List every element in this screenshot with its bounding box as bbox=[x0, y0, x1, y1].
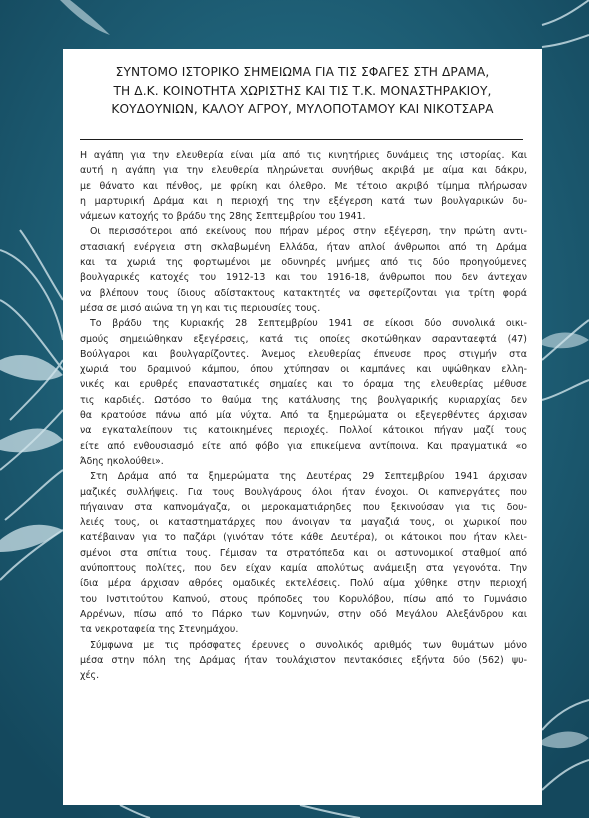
text-panel bbox=[63, 49, 542, 805]
text-line: Οι περισσότεροι από εκείνους που πήραν μέρος στην εξέγερση, την πρώτη αντι- bbox=[90, 226, 527, 238]
text-line: Άδης ηκολούθει». bbox=[80, 455, 164, 467]
text-line: να εγκαταλείπουν τις κατοικημένες περιοχές. Πολλοί κάτοικοι πήγαν μαζί τους bbox=[80, 425, 527, 437]
title-line: ΚΟΥΔΟΥΝΙΩΝ, ΚΑΛΟΥ ΑΓΡΟΥ, ΜΥΛΟΠΟΤΑΜΟΥ ΚΑΙ ΝΙΚΟΤΣΑΡΑ bbox=[111, 102, 494, 116]
title-divider bbox=[80, 139, 523, 140]
title-line: ΣΥΝΤΟΜΟ ΙΣΤΟΡΙΚΟ ΣΗΜΕΙΩΜΑ ΓΙΑ ΤΙΣ ΣΦΑΓΕΣ ΣΤΗ ΔΡΑΜΑ, bbox=[115, 65, 490, 79]
text-line: νικές και ερυθρές επαναστατικές σημαίες και το όραμα της ελευθερίας μέθυσε bbox=[80, 379, 527, 391]
paragraph bbox=[80, 224, 527, 316]
text-line: ίδια μέρα άρχισαν αθρόες ομαδικές εκτελέσεις. Πολύ αίμα χύθηκε στην περιοχή bbox=[80, 578, 527, 590]
text-line: μέσα στην πόλη της Δράμας ήταν τουλάχιστον πεντακόσιες εξήντα δύο (562) ψυ- bbox=[80, 654, 527, 666]
paragraph bbox=[80, 316, 527, 469]
paragraph bbox=[80, 638, 527, 684]
paragraph bbox=[80, 148, 527, 224]
text-line: Στη Δράμα από τα ξημερώματα της Δευτέρας 29 Σεπτεμβρίου 1941 άρχισαν bbox=[90, 471, 527, 483]
text-line: και τα χωριά της φορτωμένοι με οδυνηρές μνήμες από τις δύο προηγούμενες bbox=[80, 257, 527, 269]
text-line: μαζικές συλλήψεις. Για τους Βουλγάρους όλοι ήταν ένοχοι. Οι καπνεργάτες που bbox=[80, 486, 527, 498]
text-line: σμένοι στα σπίτια τους. Γέμισαν τα στρατόπεδα και οι αστυνομικοί σταθμοί από bbox=[80, 547, 527, 559]
text-line: λειές τους, οι καταστηματάρχες που άνοιγαν τα μαγαζιά τους, οι χωρικοί που bbox=[80, 517, 527, 529]
article-body bbox=[80, 148, 527, 683]
text-line: βουλγαρικές κατοχές του 1912-13 και του 1916-18, άνθρωποι που δεν άντεχαν bbox=[80, 272, 527, 284]
text-line: μέσα σε μισό αιώνα τη γη και τις περιουσίες τους. bbox=[80, 302, 321, 314]
text-line: Αρρένων, πίσω από το Πάρκο των Κομνηνών, στην οδό Μεγάλου Αλεξάνδρου και bbox=[80, 608, 527, 620]
text-line: Η αγάπη για την ελευθερία είναι μία από τις κινητήριες δυνάμεις της ιστορίας. Και bbox=[80, 150, 527, 161]
text-line: του Ινστιτούτου Καπνού, στους πρόποδες του Κορυλόβου, πίσω από το Γυμνάσιο bbox=[80, 593, 527, 605]
text-line: ανύποπτους πολίτες, που δεν είχαν καμία απολύτως ανάμειξη στα γεγονότα. Την bbox=[80, 563, 527, 575]
text-line: τις καρδιές. Ωστόσο το θαύμα της κατάλυσης της βουλγαρικής κυριαρχίας δεν bbox=[80, 394, 527, 406]
paragraph bbox=[80, 469, 527, 637]
title-line: ΤΗ Δ.Κ. ΚΟΙΝΟΤΗΤΑ ΧΩΡΙΣΤΗΣ ΚΑΙ ΤΙΣ Τ.Κ. ΜΟΝΑΣΤΗΡΑΚΙΟΥ, bbox=[113, 83, 492, 98]
text-line: να βλέπουν τους ίδιους αδίστακτους κατακτητές να σφετερίζονται για τρίτη φορά bbox=[80, 287, 527, 299]
text-line: στασιακή ενέργεια στη σκλαβωμένη Ελλάδα, ήταν απλοί άνθρωποι από τη Δράμα bbox=[80, 241, 527, 253]
text-line: νάμεων κατοχής το βράδυ της 28ης Σεπτεμβρίου του 1941. bbox=[80, 211, 366, 223]
text-line: θα κρατούσε πάνω από μία νύχτα. Από τα ξημερώματα οι εξεγερθέντες άρχισαν bbox=[80, 410, 527, 422]
text-line: σμούς σημειώθηκαν εξεγέρσεις, κατά τις οποίες σκοτώθηκαν σαρανταεφτά (47) bbox=[80, 333, 527, 345]
text-line: χές. bbox=[80, 670, 100, 682]
text-line: πήγαιναν στα καπνομάγαζα, οι μεροκαματιάρηδες που ξεκινούσαν για τις δου- bbox=[80, 501, 527, 513]
text-line: κατέβαιναν για το παζάρι (γινόταν τότε κάθε Δευτέρα), οι κάτοικοι που ήταν κλει- bbox=[80, 532, 527, 544]
page-title bbox=[63, 63, 542, 119]
text-line: η μαρτυρική Δράμα και η περιοχή της την εξέγερση κατά των βουλγαρικών δυ- bbox=[80, 195, 527, 207]
text-line: χωριά του δραμινού κάμπου, όπου χτύπησαν οι καμπάνες και υψώθηκαν ελλη- bbox=[80, 364, 527, 376]
text-line: τα νεκροταφεία της Στενημάχου. bbox=[80, 624, 239, 636]
text-line: με θάνατο και πένθος, με φρίκη και όλεθρο. Με τέτοιο ακριβό τίμημα πλήρωσαν bbox=[80, 180, 527, 192]
text-line: είτε από ενθουσιασμό είτε από φόβο για επικείμενα αντίποινα. Και πραγματικά «ο bbox=[80, 440, 527, 452]
text-line: Το βράδυ της Κυριακής 28 Σεπτεμβρίου 1941 σε είκοσι δύο συνολικά οικι- bbox=[90, 318, 527, 330]
text-line: Βούλγαροι και βουλγαρίζοντες. Άνεμος ελευθερίας έπνευσε προς στιγμήν στα bbox=[80, 348, 527, 360]
text-line: Σύμφωνα με τις πρόσφατες έρευνες ο συνολικός αριθμός των θυμάτων μόνο bbox=[90, 639, 527, 651]
text-line: αυτή η αγάπη για την ελευθερία πληρώνεται συνήθως ακριβά με αίμα και δάκρυ, bbox=[80, 165, 527, 177]
